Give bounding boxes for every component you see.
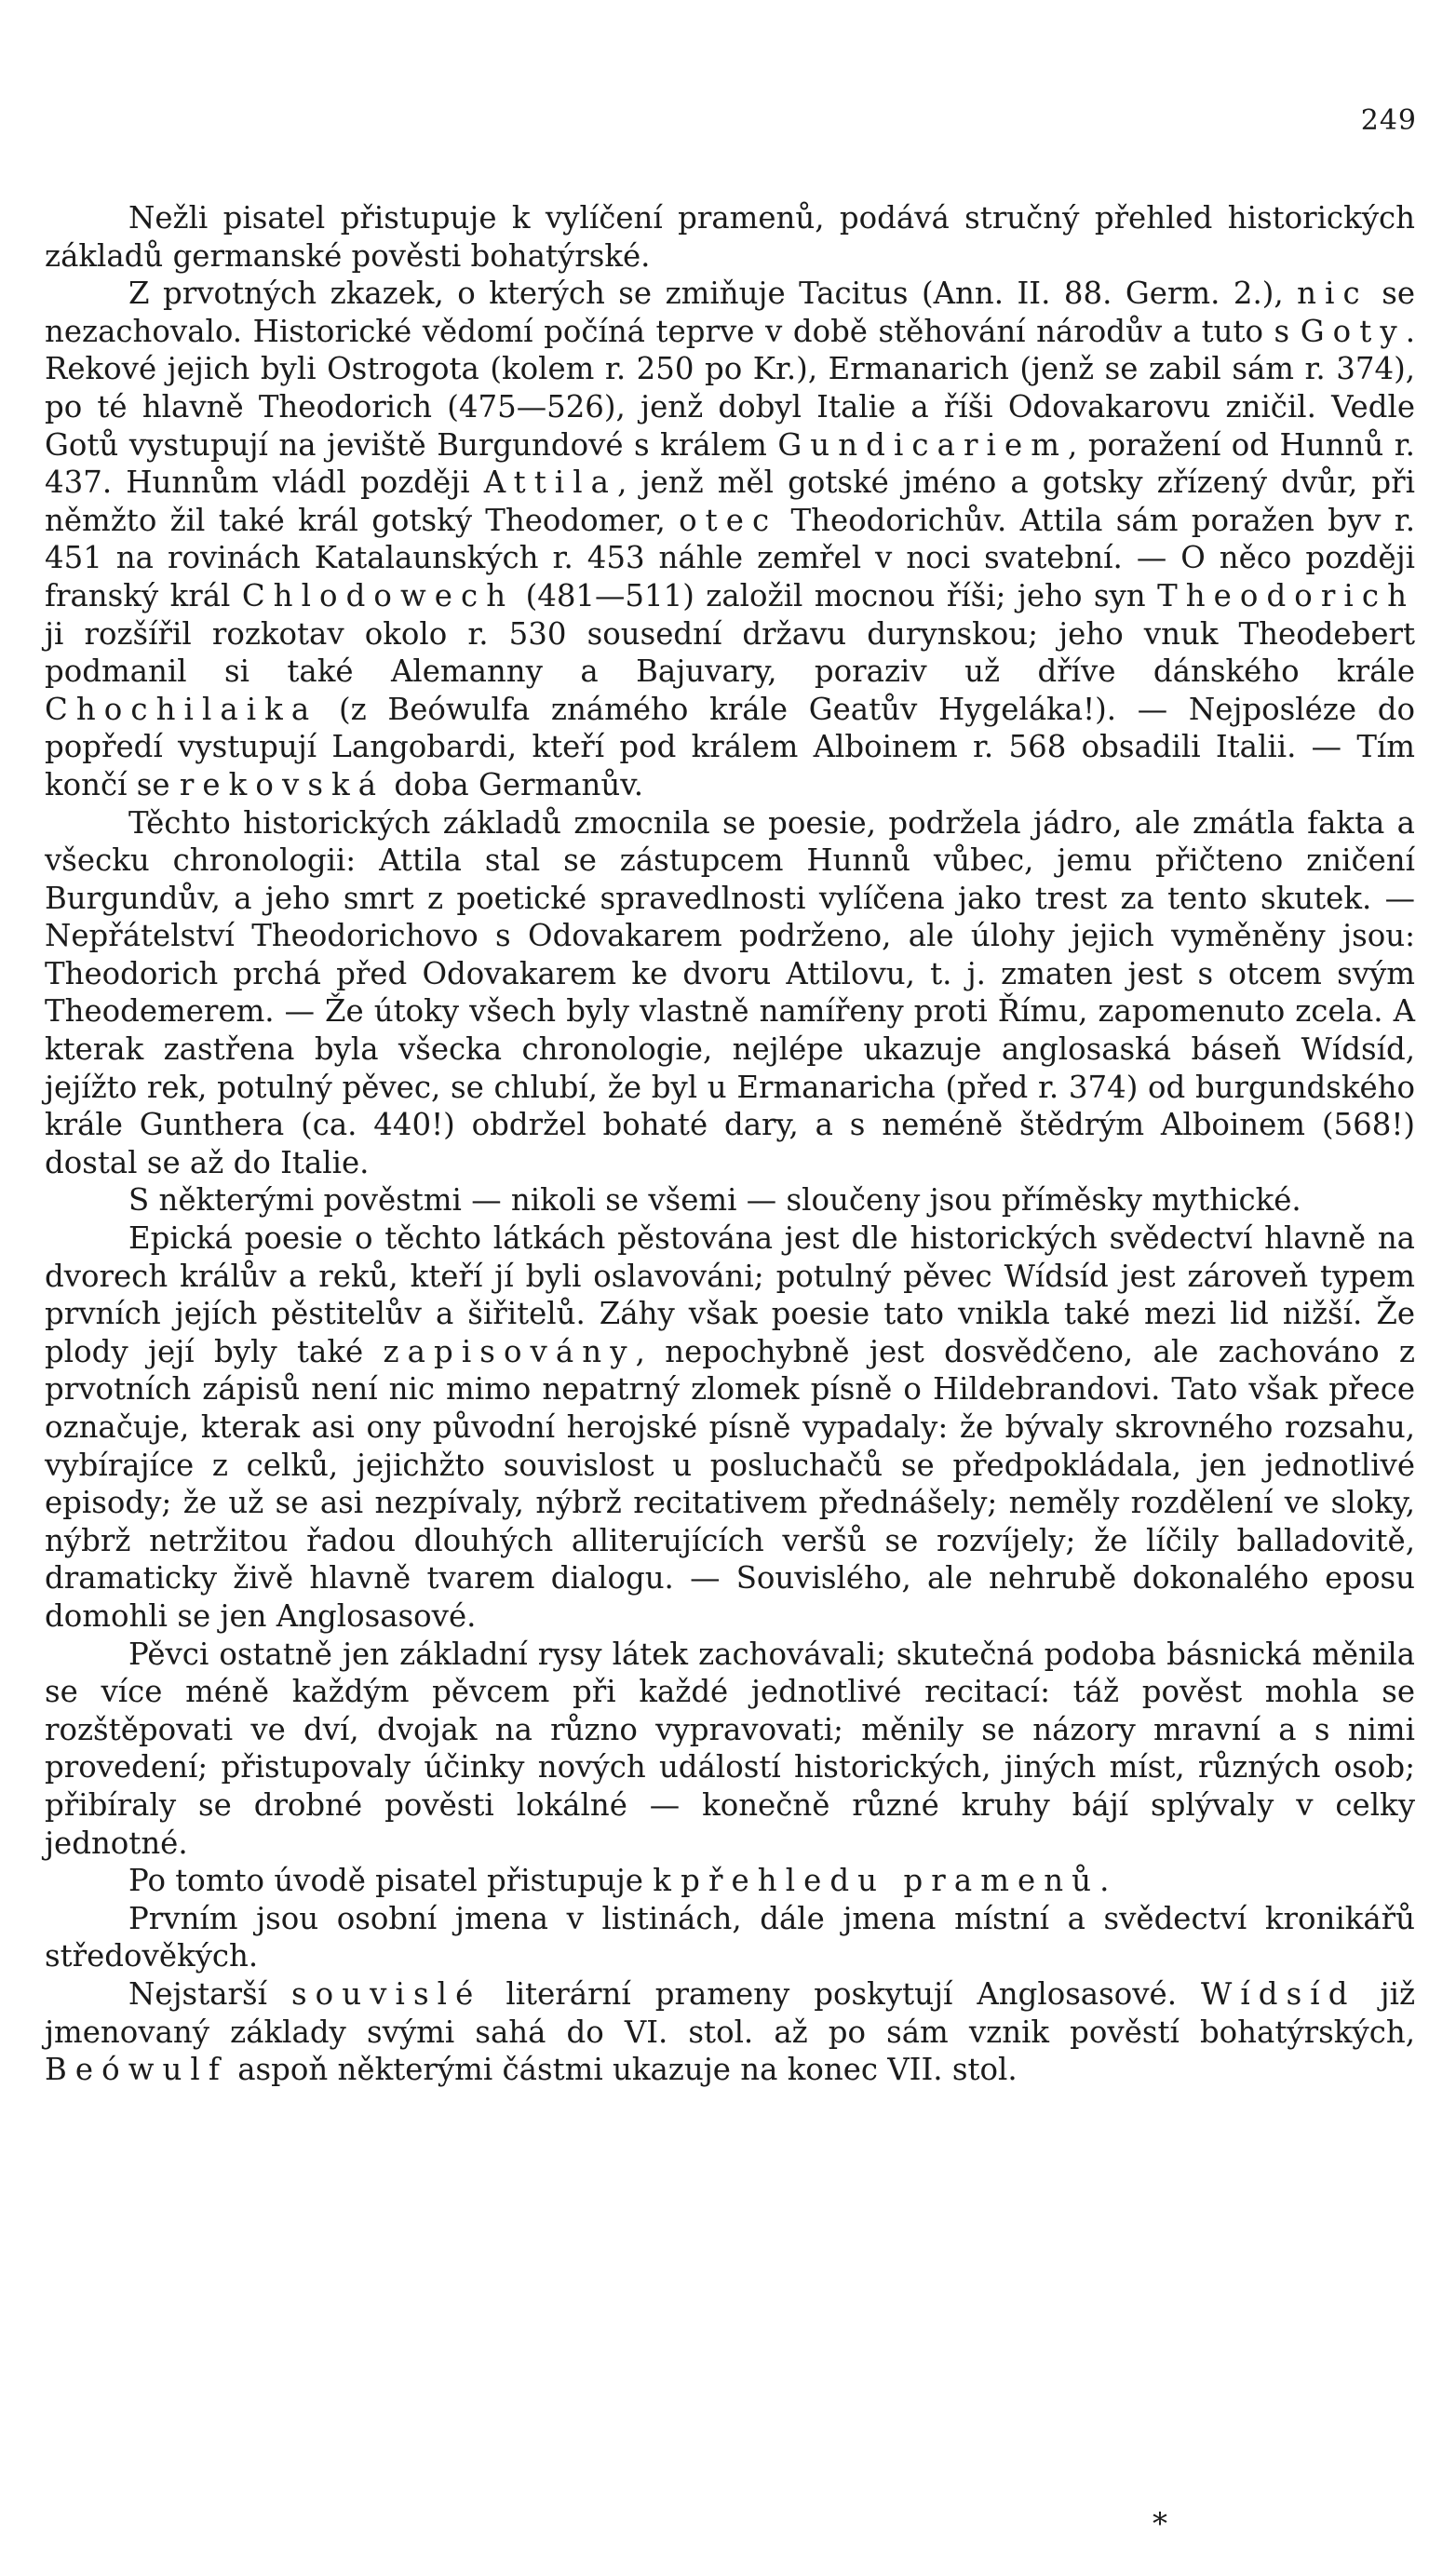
spaced-emphasis: souvislé xyxy=(290,1975,482,2012)
text-run: již jmenovaný základy svými sahá do VI. stol. až po sám vznik pověstí bohatýrských, xyxy=(45,1975,1416,2050)
spaced-emphasis: přehledu pramenů xyxy=(681,1863,1100,1899)
paragraph xyxy=(45,1219,1415,1636)
spaced-emphasis: Beówulf xyxy=(45,2052,228,2088)
spaced-emphasis: Chochilaika xyxy=(45,691,318,727)
spaced-emphasis: rekovská xyxy=(179,766,385,802)
spaced-emphasis: otec xyxy=(679,502,778,538)
spaced-emphasis: Gundicariem xyxy=(777,426,1069,463)
paragraph xyxy=(45,804,1415,1182)
page-number: 249 xyxy=(1360,104,1417,137)
spaced-emphasis: zapisovány xyxy=(383,1333,636,1369)
text-run: . xyxy=(1099,1863,1110,1899)
spaced-emphasis: Theodorich xyxy=(1157,577,1415,613)
text-run: aspoň některými částmi ukazuje na konec VII. stol. xyxy=(227,2052,1018,2088)
spaced-emphasis: nic xyxy=(1297,276,1368,312)
text-run: se nezachovalo. Historické vědomí počíná teprve v době stěhování národův a tuto s xyxy=(45,276,1415,349)
signature-mark: * xyxy=(1153,2506,1167,2541)
text-run: Nežli pisatel přistupuje k vylíčení pramenů, podává stručný přehled historických základů germanské pověsti bohatýrské. xyxy=(45,200,1415,274)
text-run: Epická poesie o těchto látkách pěstována jest dle historických svědectví hlavně na dvorech králův a reků, kteří jí byli oslavováni; potulný pěvec Wídsíd jest zároveň typem prvních jejích pěstitelův a šiřitelů. Záhy však poesie tato vnikla také mezi lid nižší. Že plody její byly také xyxy=(45,1220,1415,1369)
text-run: literární prameny poskytují Anglosasové. xyxy=(481,1975,1201,2012)
text-run: S některými pověstmi — nikoli se všemi — sloučeny jsou příměsky mythické. xyxy=(128,1182,1301,1219)
text-run: Nejstarší xyxy=(128,1975,291,2012)
text-run: (481—511) založil mocnou říši; jeho syn xyxy=(514,577,1158,613)
text-run: ji rozšířil rozkotav okolo r. 530 sousední državu durynskou; jeho vnuk Theodebert podmanil si také Alemanny a Bajuvary, poraziv už dříve dánského krále xyxy=(45,615,1415,690)
text-run: , poražení od Hunnů r. 437. Hunnům vládl později xyxy=(45,426,1415,501)
text-run: Theodorichův. Attila sám poražen byv r. 451 na rovinách Katalaunských r. 453 náhle zemřel v noci svatební. — O něco později franský král xyxy=(45,502,1415,613)
body-text xyxy=(45,199,1415,2089)
paragraph xyxy=(45,1862,1415,1900)
text-run: , nepochybně jest dosvědčeno, ale zachováno z prvotních zápisů není nic mimo nepatrný zlomek písně o Hildebrandovi. Tato však přece označuje, kterak asi ony původní herojské písně vypadaly: že bývaly skrovného rozsahu, vybírajíce z celků, jejichžto souvislost u posluchačů se předpokládala, jen jednotlivé episody; že už se asi nezpívaly, nýbrž recitativem přednášely; neměly rozdělení ve sloky, nýbrž netržitou řadou dlouhých alliterujících veršů se rozvíjely; že líčily balladovitě, dramaticky živě hlavně tvarem dialogu. — Souvislého, ale nehrubě dokonalého eposu domohli se jen Anglosasové. xyxy=(45,1333,1415,1634)
text-run: Pěvci ostatně jen základní rysy látek zachovávali; skutečná podoba básnická měnila se více méně každým pěvcem při každé jednotlivé recitací: táž pověst mohla se rozštěpovati ve dví, dvojak na různo vypravovati; měnily se názory mravní a s nimi provedení; přistupovaly účinky nových událostí historických, jiných míst, různých osob; přibíraly se drobné pověsti lokálné — konečně různé kruhy bájí splývaly v celky jednotné. xyxy=(45,1636,1415,1861)
text-run: . Rekové jejich byli Ostrogota (kolem r. 250 po Kr.), Ermanarich (jenž se zabil sám r. 374), po té hlavně Theodorich (475—526), jenž dobyl Italie a říši Odovakarovu zničil. Vedle Gotů vystupují na jeviště Burgundové s králem xyxy=(45,313,1415,463)
text-run: , jenž měl gotské jméno a gotsky zřízený dvůr, při němžto žil také král gotský Theodomer, xyxy=(45,465,1415,538)
paragraph xyxy=(45,1900,1415,1975)
paragraph xyxy=(45,1181,1415,1219)
spaced-emphasis: Wídsíd xyxy=(1201,1975,1356,2012)
text-run: Prvním jsou osobní jmena v listinách, dále jmena místní a svědectví kronikářů středověkých. xyxy=(45,1900,1415,1974)
text-run: Těchto historických základů zmocnila se poesie, podržela jádro, ale zmátla fakta a všecku chronologii: Attila stal se zástupcem Hunnů vůbec, jemu přičteno zničení Burgundův, a jeho smrt z poetické spravedlnosti vylíčena jako trest za tento skutek. — Nepřátelství Theodorichovo s Odovakarem podrženo, ale úlohy jejich vyměněny jsou: Theodorich prchá před Odovakarem ke dvoru Attilovu, t. j. zmaten jest s otcem svým Theodemerem. — Že útoky všech byly vlastně namířeny proti Římu, zapomenuto zcela. A kterak zastřena byla všecka chronologie, nejlépe ukazuje anglosaská báseň Wídsíd, jejížto rek, potulný pěvec, se chlubí, že byl u Ermanaricha (před r. 374) od burgundského krále Gunthera (ca. 440!) obdržel bohaté dary, a s neméně štědrým Alboinem (568!) dostal se až do Italie. xyxy=(45,804,1415,1180)
text-run: Z prvotných zkazek, o kterých se zmiňuje Tacitus (Ann. II. 88. Germ. 2.), xyxy=(128,276,1298,312)
paragraph xyxy=(45,199,1415,275)
text-run: (z Beówulfa známého krále Geatův Hygeláka!). — Nejposléze do popředí vystupují Langobardi, kteří pod králem Alboinem r. 568 obsadili Italii. — Tím končí se xyxy=(45,691,1415,802)
spaced-emphasis: Chlodowech xyxy=(241,577,515,613)
text-run: Po tomto úvodě pisatel přistupuje k xyxy=(128,1863,681,1899)
paragraph xyxy=(45,1636,1415,1863)
spaced-emphasis: Goty xyxy=(1300,313,1406,349)
paragraph xyxy=(45,1975,1415,2089)
spaced-emphasis: Attila xyxy=(483,465,618,501)
text-run: doba Germanův. xyxy=(384,766,643,802)
paragraph xyxy=(45,275,1415,803)
